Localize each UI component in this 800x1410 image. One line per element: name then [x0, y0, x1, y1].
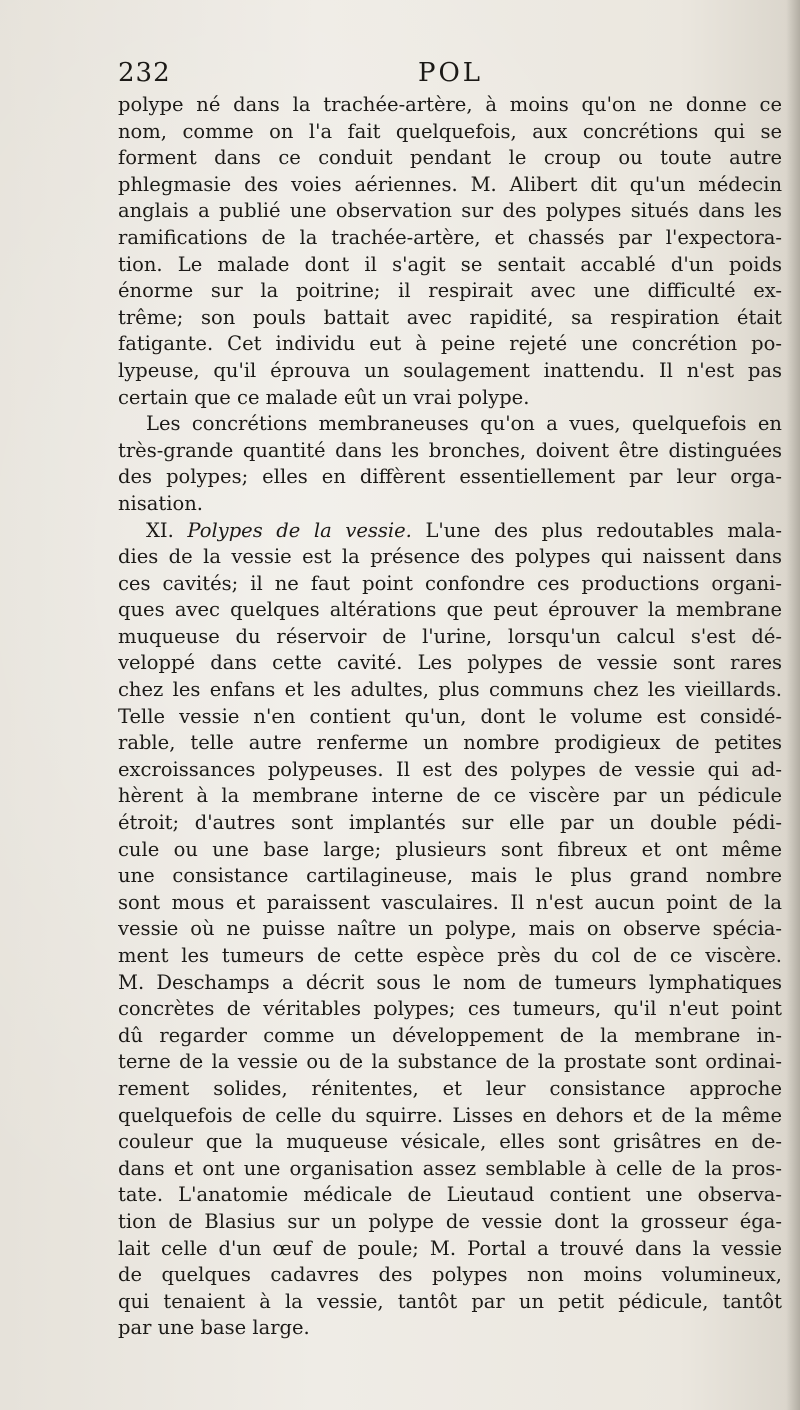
text-line: très-grande quantité dans les bronches, doivent être distinguées [118, 438, 782, 462]
text-line: énorme sur la poitrine; il respirait avec une difficulté ex- [118, 279, 782, 303]
text-line: ramifications de la trachée-artère, et chassés par l'expectora- [118, 225, 782, 249]
text-line: vessie où ne puisse naître un polype, mais on observe spécia- [118, 917, 782, 941]
text-line: sont mous et paraissent vasculaires. Il n'est aucun point de la [118, 890, 782, 914]
text-line: tate. L'anatomie médicale de Lieutaud contient une observa- [118, 1183, 782, 1207]
text-line: nisation. [118, 491, 203, 515]
text-line: qui tenaient à la vessie, tantôt par un petit pédicule, tantôt [118, 1289, 782, 1313]
text-line: hèrent à la membrane interne de ce viscère par un pédicule [118, 784, 782, 808]
section-xi-line [118, 518, 782, 545]
text-line: couleur que la muqueuse vésicale, elles sont grisâtres en de- [118, 1130, 782, 1154]
text-line: veloppé dans cette cavité. Les polypes de vessie sont rares [118, 651, 782, 675]
text-line: certain que ce malade eût un vrai polype. [118, 385, 530, 409]
text-line: dû regarder comme un développement de la membrane in- [118, 1023, 782, 1047]
text-line: lait celle d'un œuf de poule; M. Portal a trouvé dans la vessie [118, 1236, 782, 1260]
text-line: chez les enfans et les adultes, plus communs chez les vieillards. [118, 678, 782, 702]
text-line: ques avec quelques altérations que peut éprouver la membrane [118, 598, 782, 622]
text-line: étroit; d'autres sont implantés sur elle par un double pédi- [118, 811, 782, 835]
running-head [118, 58, 784, 92]
page-edge-shadow [786, 0, 800, 1410]
text-line: cule ou une base large; plusieurs sont fibreux et ont même [118, 837, 782, 861]
text-line: Les concrétions membraneuses qu'on a vues, quelquefois en [146, 412, 782, 436]
text-line: excroissances polypeuses. Il est des polypes de vessie qui ad- [118, 757, 782, 781]
text-line: fatigante. Cet individu eut à peine rejeté une concrétion po- [118, 332, 782, 356]
text-line: ces cavités; il ne faut point confondre ces productions organi- [118, 571, 782, 595]
body-text [118, 92, 782, 1342]
text-line: dans et ont une organisation assez semblable à celle de la pros- [118, 1156, 782, 1180]
text-line: ment les tumeurs de cette espèce près du col de ce viscère. [118, 944, 782, 967]
text-line: de quelques cadavres des polypes non moins volumineux, [118, 1263, 782, 1287]
text-line: rement solides, rénitentes, et leur consistance approche [118, 1076, 782, 1100]
running-head-title: POL [418, 58, 484, 88]
text-line: trême; son pouls battait avec rapidité, sa respiration était [118, 305, 782, 329]
text-line: des polypes; elles en diffèrent essentiellement par leur orga- [118, 465, 782, 489]
text-line: lypeuse, qu'il éprouva un soulagement inattendu. Il n'est pas [118, 358, 782, 382]
text-line: muqueuse du réservoir de l'urine, lorsqu'un calcul s'est dé- [118, 624, 782, 648]
text-line: M. Deschamps a décrit sous le nom de tumeurs lymphatiques [118, 970, 782, 994]
text-line: nom, comme on l'a fait quelquefois, aux concrétions qui se [118, 119, 782, 143]
text-line: anglais a publié une observation sur des polypes situés dans les [118, 199, 782, 223]
text-line: une consistance cartilagineuse, mais le plus grand nombre [118, 864, 782, 888]
text-line: tion. Le malade dont il s'agit se sentait accablé d'un poids [118, 252, 782, 276]
text-segment: L'une des plus redoutables mala- [425, 518, 782, 542]
text-line: par une base large. [118, 1316, 310, 1340]
text-line: phlegmasie des voies aériennes. M. Alibert dit qu'un médecin [118, 172, 782, 196]
text-line: dies de la vessie est la présence des polypes qui naissent dans [118, 545, 782, 569]
text-line: quelquefois de celle du squirre. Lisses en dehors et de la même [118, 1103, 782, 1127]
text-line: rable, telle autre renferme un nombre prodigieux de petites [118, 731, 782, 755]
text-line: tion de Blasius sur un polype de vessie dont la grosseur éga- [118, 1209, 782, 1233]
page-number: 232 [118, 58, 171, 88]
text-line: forment dans ce conduit pendant le croup ou toute autre [118, 146, 782, 170]
section-number: XI. [146, 518, 174, 542]
text-line: concrètes de véritables polypes; ces tumeurs, qu'il n'eut point [118, 997, 782, 1021]
section-title: Polypes de la vessie. [187, 518, 412, 542]
text-line: Telle vessie n'en contient qu'un, dont le volume est considé- [118, 704, 782, 728]
text-line: polype né dans la trachée-artère, à moins qu'on ne donne ce [118, 93, 782, 116]
text-line: terne de la vessie ou de la substance de la prostate sont ordinai- [118, 1050, 782, 1074]
